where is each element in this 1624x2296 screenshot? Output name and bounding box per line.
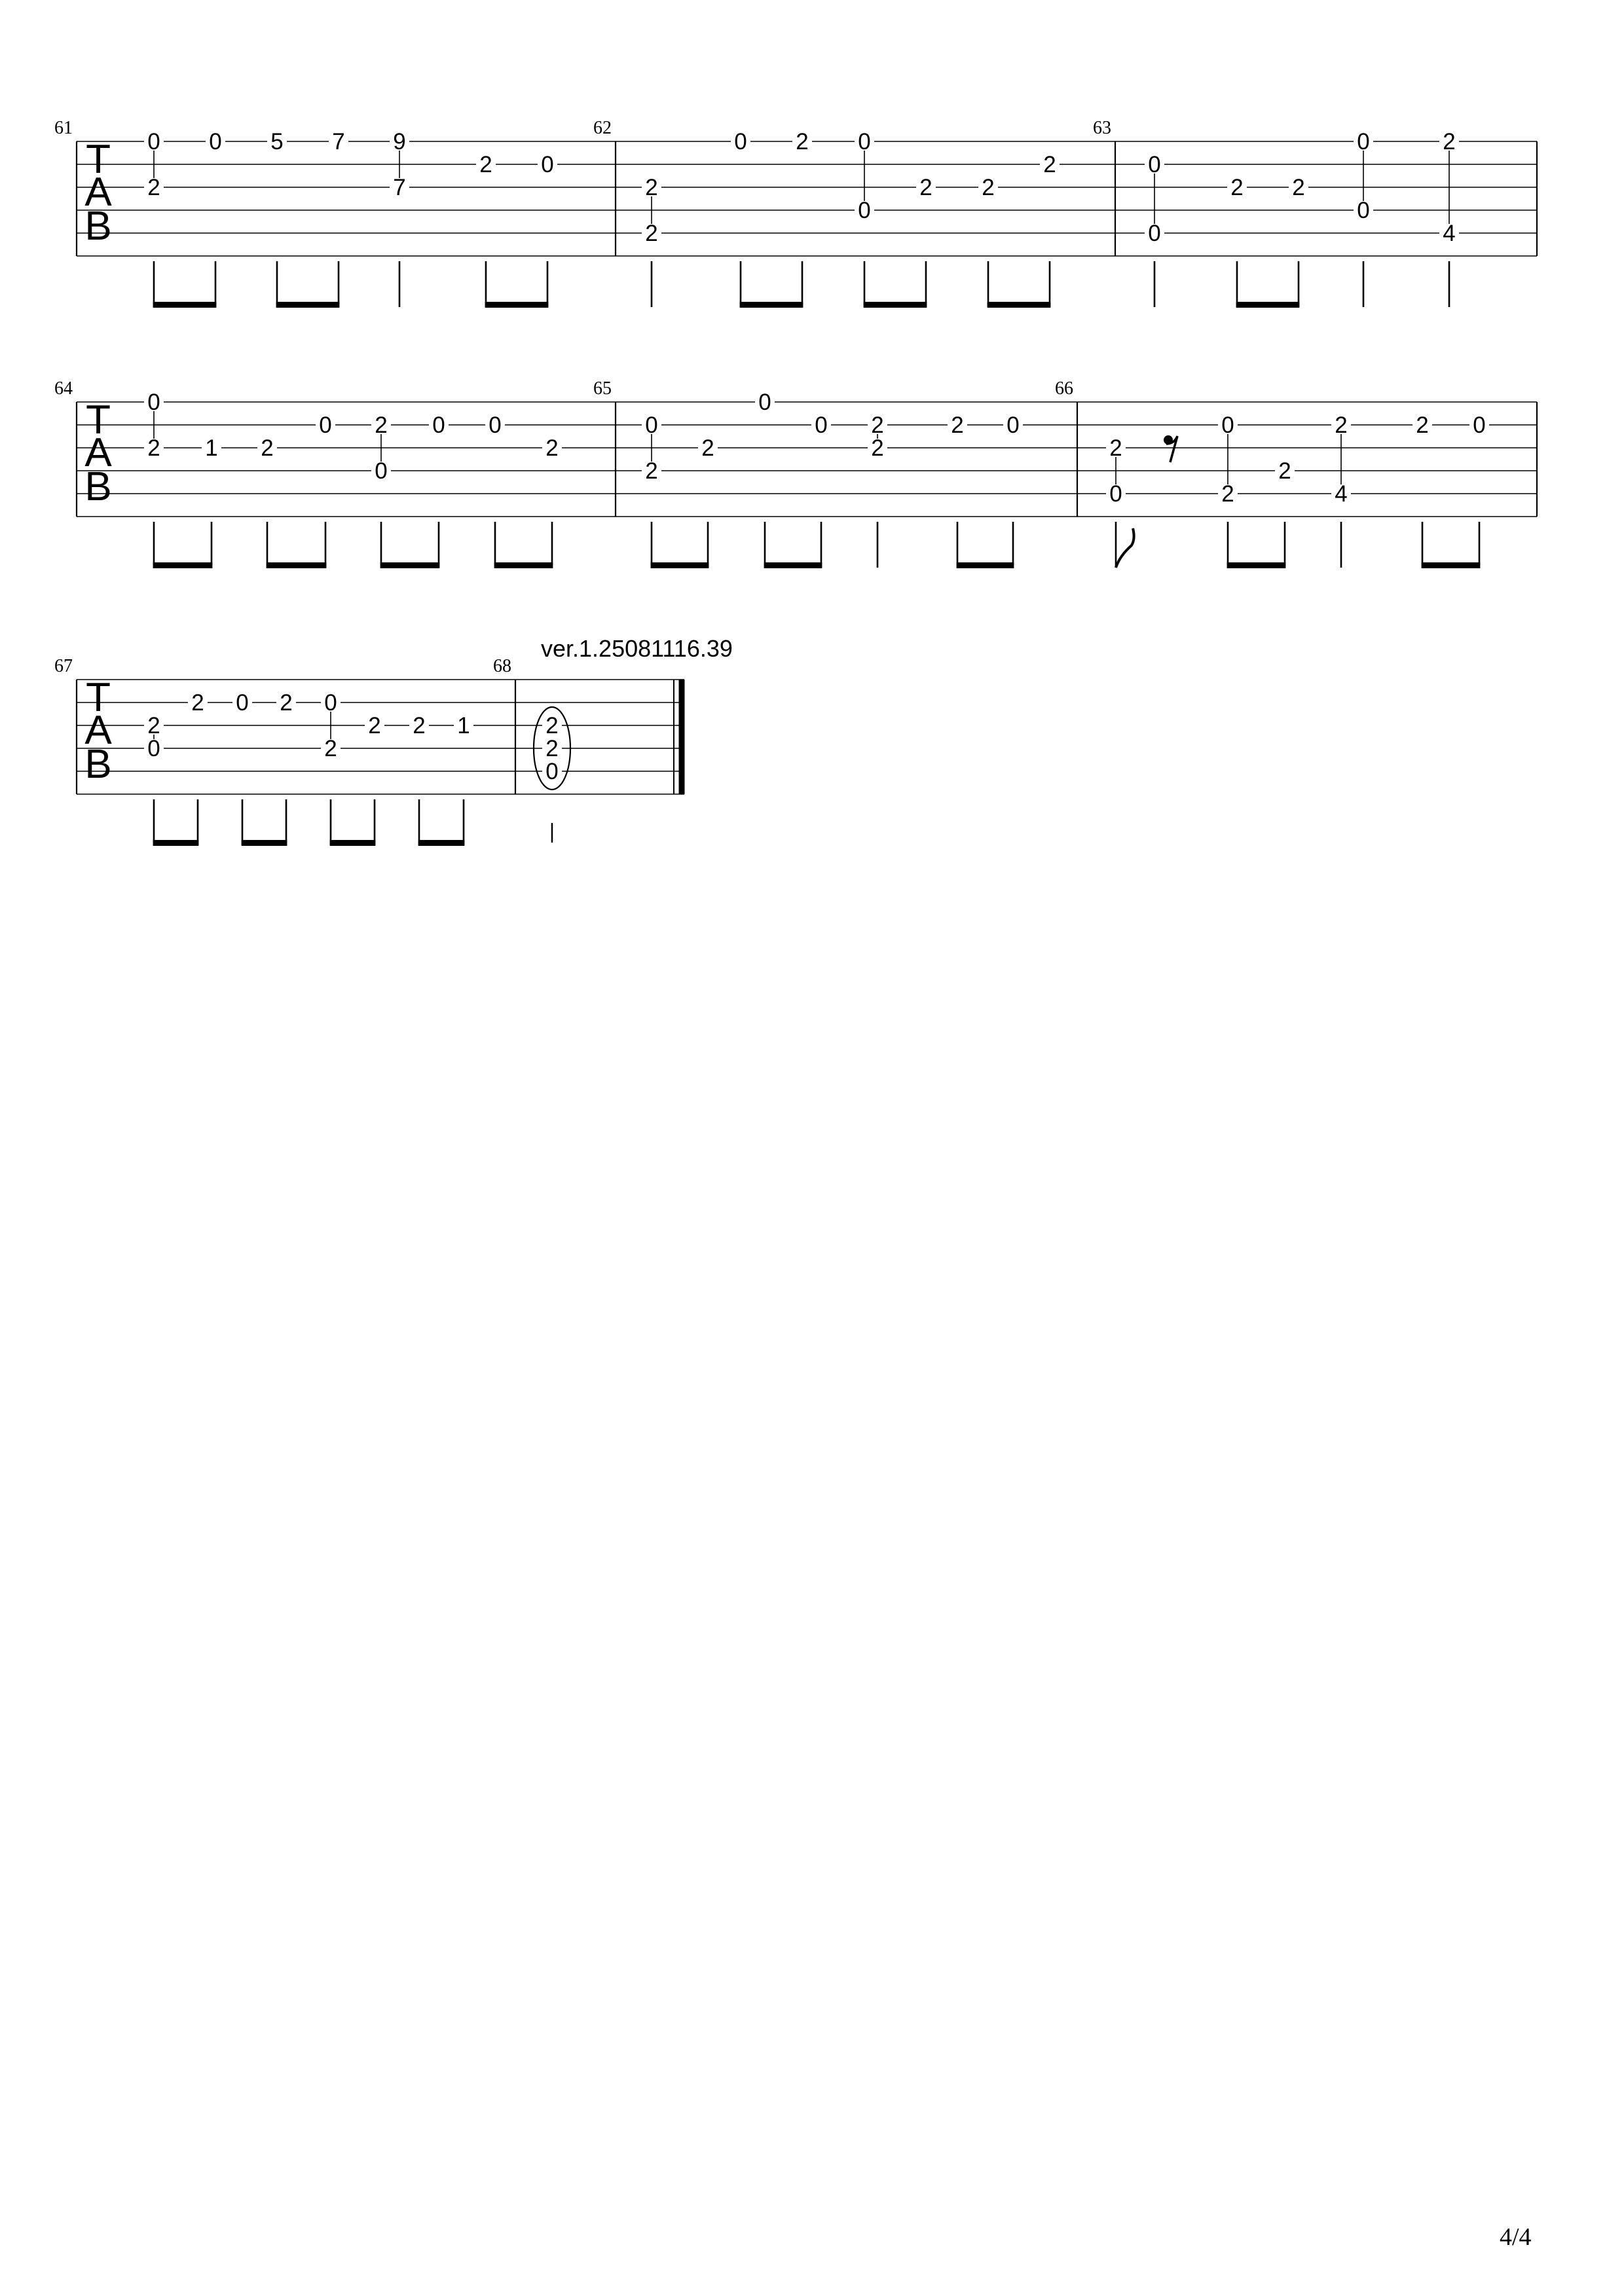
- measure-number: 64: [54, 378, 73, 399]
- fret-number: 2: [1278, 458, 1291, 484]
- rhythm-beam: [1236, 302, 1300, 308]
- tab-clef-letter: A: [84, 708, 112, 753]
- rhythm-beam: [153, 840, 199, 846]
- rhythm-beam: [330, 840, 376, 846]
- rhythm-beam: [957, 562, 1014, 568]
- fret-number: 0: [1148, 221, 1161, 246]
- measure-number: 63: [1093, 118, 1111, 138]
- fret-number: 0: [1221, 412, 1234, 438]
- rhythm-beam: [418, 840, 465, 846]
- fret-number: 2: [1416, 412, 1429, 438]
- fret-number: 2: [796, 129, 809, 155]
- fret-number: 4: [1335, 481, 1348, 507]
- fret-number: 0: [545, 759, 559, 784]
- fret-number: 9: [393, 129, 406, 155]
- measure-number: 61: [54, 118, 73, 138]
- fret-number: 2: [368, 713, 381, 738]
- tab-clef-letter: T: [86, 137, 111, 182]
- measure-number: 65: [593, 378, 612, 399]
- measure: [493, 656, 570, 843]
- measure: [1093, 118, 1459, 308]
- rhythm-beam: [1227, 562, 1286, 568]
- fret-number: 0: [147, 390, 160, 415]
- measure-number: 66: [1055, 378, 1073, 399]
- fret-number: 2: [545, 736, 559, 761]
- fret-number: 2: [545, 435, 559, 461]
- fret-number: 0: [645, 412, 658, 438]
- rhythm-beam: [267, 562, 327, 568]
- measure: [54, 656, 473, 846]
- fret-number: 2: [871, 412, 884, 438]
- fret-number: 2: [1221, 481, 1234, 507]
- measure: [1055, 378, 1489, 568]
- fret-number: 2: [545, 713, 559, 738]
- fret-number: 2: [919, 175, 932, 200]
- rhythm-beam: [242, 840, 287, 846]
- rhythm-beam: [485, 302, 549, 308]
- tab-clef-letter: B: [84, 204, 112, 249]
- fret-number: 2: [147, 435, 160, 461]
- fret-number: 2: [982, 175, 995, 200]
- fret-number: 0: [147, 736, 160, 761]
- fret-number: 0: [541, 152, 554, 177]
- fret-number: 2: [1043, 152, 1056, 177]
- fret-number: 0: [858, 129, 871, 155]
- fret-number: 0: [734, 129, 747, 155]
- fret-number: 2: [645, 175, 658, 200]
- fret-number: 0: [324, 690, 337, 716]
- fret-number: 0: [1357, 129, 1370, 155]
- tab-clef-letter: A: [84, 170, 112, 215]
- fret-number: 0: [758, 390, 771, 415]
- fret-number: 0: [1148, 152, 1161, 177]
- fret-number: 1: [457, 713, 470, 738]
- rhythm-beam: [494, 562, 553, 568]
- fret-number: 0: [375, 458, 388, 484]
- fret-number: 2: [1443, 129, 1456, 155]
- fret-number: 0: [489, 412, 502, 438]
- rhythm-beam: [380, 562, 440, 568]
- measure-number: 62: [593, 118, 612, 138]
- rhythm-beam: [987, 302, 1051, 308]
- version-label: ver.1.25081116.39: [541, 635, 733, 662]
- rhythm-beam: [276, 302, 340, 308]
- tab-clef-letter: B: [84, 464, 112, 509]
- fret-number: 2: [1292, 175, 1305, 200]
- rhythm-beam: [740, 302, 803, 308]
- fret-number: 2: [413, 713, 426, 738]
- fret-number: 7: [393, 175, 406, 200]
- tab-clef-letter: A: [84, 430, 112, 475]
- fret-number: 0: [1109, 481, 1122, 507]
- fret-number: 0: [1357, 198, 1370, 223]
- tab-clef-letter: T: [86, 397, 111, 443]
- fret-number: 2: [147, 713, 160, 738]
- rhythm-beam: [153, 302, 217, 308]
- rhythm-beam: [764, 562, 822, 568]
- measure-number: 67: [54, 656, 73, 676]
- eighth-flag: [1116, 528, 1134, 568]
- fret-number: 2: [261, 435, 274, 461]
- measure-number: 68: [493, 656, 511, 676]
- fret-number: 2: [871, 435, 884, 461]
- fret-number: 2: [280, 690, 293, 716]
- fret-number: 0: [209, 129, 222, 155]
- tab-clef-letter: B: [84, 742, 112, 787]
- fret-number: 2: [701, 435, 714, 461]
- fret-number: 0: [432, 412, 445, 438]
- measure: [54, 378, 562, 568]
- fret-number: 0: [1473, 412, 1486, 438]
- fret-number: 0: [319, 412, 332, 438]
- fret-number: 4: [1443, 221, 1456, 246]
- fret-number: 0: [815, 412, 828, 438]
- fret-number: 2: [1335, 412, 1348, 438]
- eighth-rest: [1164, 435, 1177, 462]
- fret-number: 2: [324, 736, 337, 761]
- fret-number: 0: [858, 198, 871, 223]
- fret-number: 2: [951, 412, 964, 438]
- measure: [593, 118, 1060, 308]
- tab-system: [54, 656, 684, 846]
- page-number: 4/4: [1500, 2223, 1532, 2251]
- fret-number: 0: [236, 690, 249, 716]
- fret-number: 2: [1230, 175, 1244, 200]
- fret-number: 2: [479, 152, 492, 177]
- fret-number: 5: [270, 129, 284, 155]
- fret-number: 7: [332, 129, 345, 155]
- fret-number: 2: [1109, 435, 1122, 461]
- fret-number: 1: [205, 435, 218, 461]
- fret-number: 2: [191, 690, 204, 716]
- rhythm-beam: [1422, 562, 1481, 568]
- measure: [54, 118, 557, 308]
- measure: [593, 378, 1023, 568]
- fret-number: 2: [147, 175, 160, 200]
- rhythm-beam: [153, 562, 213, 568]
- fret-number: 2: [645, 221, 658, 246]
- rhythm-beam: [651, 562, 709, 568]
- rhythm-beam: [864, 302, 927, 308]
- fret-number: 2: [375, 412, 388, 438]
- fret-number: 0: [1006, 412, 1020, 438]
- tab-system: [54, 378, 1537, 568]
- fret-number: 2: [645, 458, 658, 484]
- fret-number: 0: [147, 129, 160, 155]
- tab-system: [54, 118, 1537, 308]
- tab-clef-letter: T: [86, 675, 111, 720]
